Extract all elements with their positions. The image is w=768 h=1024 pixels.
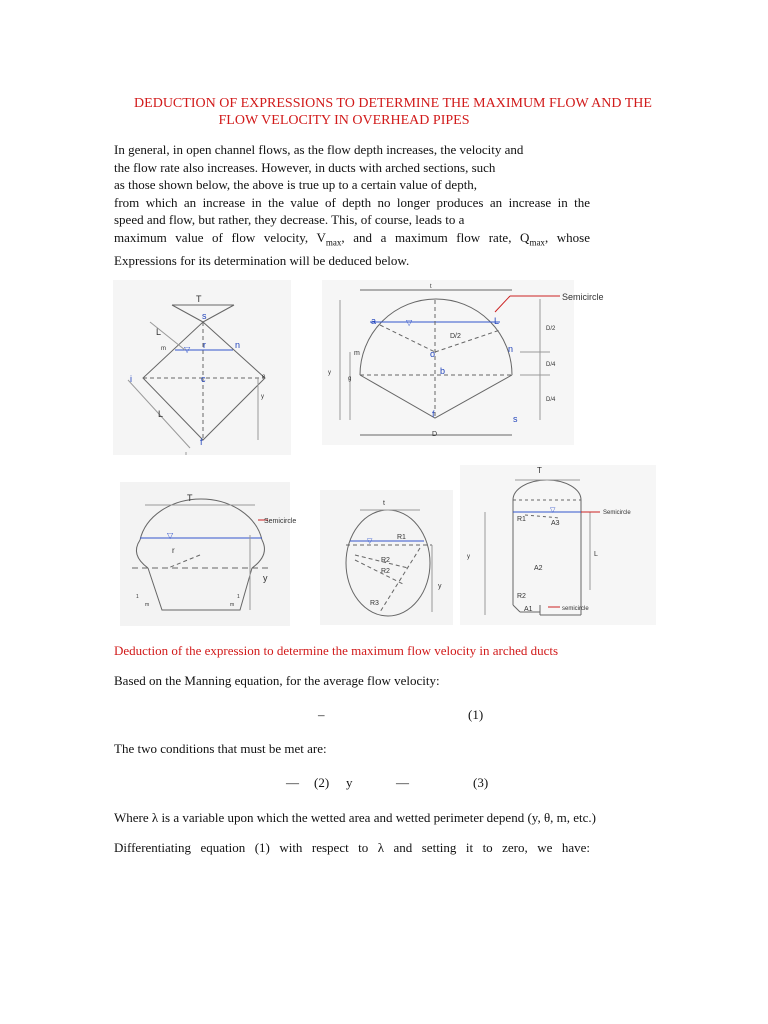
manning-intro: Based on the Manning equation, for the average flow velocity: xyxy=(114,673,440,688)
fig4-label-R1: R1 xyxy=(397,534,406,541)
fig3-label-m2: m xyxy=(230,602,235,608)
differentiation-text: Differentiating equation (1) with respect to λ and setting it to zero, we have: xyxy=(114,840,590,855)
differentiation-paragraph xyxy=(114,839,590,857)
fig2-label-s: s xyxy=(513,414,518,424)
fig5-label-semicircle: Semicircle xyxy=(603,510,631,516)
fig3-label-semicircle: Semicircle xyxy=(264,518,297,525)
fig3-label-m1: m xyxy=(145,602,150,608)
fig2-label-n: n xyxy=(508,344,514,354)
fig3-label-T: T xyxy=(187,493,193,503)
fig1-label-y: y xyxy=(261,394,264,400)
fig5-label-A3: A3 xyxy=(551,520,560,527)
fig2-label-L: L xyxy=(494,316,500,326)
equation-1-fraction: – xyxy=(318,707,325,722)
equation-3-number: (3) xyxy=(473,775,489,790)
fig4-water-icon: ▽ xyxy=(367,538,373,545)
fig1-label-L2: L xyxy=(158,409,164,419)
vmax-subscript: max xyxy=(325,237,342,248)
fig2-label-D2-2: D/2 xyxy=(546,326,556,332)
intro-line-4: from which an increase in the value of depth no longer produces an increase in the xyxy=(114,194,590,210)
fig1-label-c: c xyxy=(201,374,206,384)
fig3-label-y: y xyxy=(263,573,268,583)
fig4-label-R2a: R2 xyxy=(381,557,390,564)
fig1-label-e: e xyxy=(262,374,266,380)
qmax-subscript: max xyxy=(529,237,545,248)
intro-line-7: Expressions for its determination will be deduced below. xyxy=(114,252,410,268)
fig2-label-D4-1: D/4 xyxy=(546,362,556,368)
fig2-label-semicircle: Semicircle xyxy=(562,292,604,302)
fig3-water-icon: ▽ xyxy=(167,531,174,540)
fig1-label-i: i xyxy=(130,374,132,384)
fig1-label-f: f xyxy=(200,437,203,447)
fig2-label-f: f xyxy=(432,409,435,419)
fig2-label-o: o xyxy=(430,349,436,359)
intro-line-1: In general, in open channel flows, as the flow depth increases, the velocity and xyxy=(114,142,524,157)
fig4-label-t: t xyxy=(383,500,385,507)
fig5-label-T: T xyxy=(537,466,542,475)
fig2-label-D2-1: D/2 xyxy=(450,333,461,340)
title-line-2: FLOW VELOCITY IN OVERHEAD PIPES xyxy=(218,113,470,128)
fig5-label-L: L xyxy=(594,551,598,558)
fig5-label-A2: A2 xyxy=(534,565,543,572)
fig4-label-y: y xyxy=(438,583,442,590)
lambda-definition: Where λ is a variable upon which the wetted area and wetted perimeter depend (y, θ, m, etc.) xyxy=(114,810,597,825)
fig2-label-D: D xyxy=(432,431,438,438)
intro-line-5: speed and flow, but rather, they decrease. This, of course, leads to a xyxy=(114,212,465,227)
fig3-label-one2: 1 xyxy=(237,594,240,600)
conditions-text: The two conditions that must be met are: xyxy=(114,741,327,756)
fig1-label-m: m xyxy=(161,346,166,352)
title-line-1: DEDUCTION OF EXPRESSIONS TO DETERMINE THE MAXIMUM FLOW AND THE xyxy=(134,96,652,111)
fig3-label-one1: 1 xyxy=(136,594,139,600)
fig4-label-R2b: R2 xyxy=(381,568,390,575)
fig5-label-R2: R2 xyxy=(517,593,526,600)
fig5-label-y: y xyxy=(467,554,470,560)
fig2-label-y: y xyxy=(328,370,331,376)
fig1-label-r: r xyxy=(203,340,206,350)
fig1-label-s: s xyxy=(202,311,207,321)
fig2-label-g: g xyxy=(348,376,352,382)
fig1-label-T: T xyxy=(196,294,202,304)
equation-2-dash: — xyxy=(286,775,299,790)
equation-3-dash: — xyxy=(396,775,409,790)
fig1-label-L1: L xyxy=(156,327,162,337)
text-qmax-prefix: , and a maximum flow rate, Q xyxy=(341,229,530,245)
fig2-label-D4-2: D/4 xyxy=(546,397,556,403)
section-heading: Deduction of the expression to determine the maximum flow velocity in arched ducts xyxy=(114,643,559,658)
equation-2-number: (2) xyxy=(314,775,330,790)
fig2-label-m: m xyxy=(354,350,360,357)
fig5-label-semicircle2: semicircle xyxy=(562,606,589,612)
intro-line-3: as those shown below, the above is true up to a certain value of depth, xyxy=(114,177,478,192)
fig2-label-a: a xyxy=(371,316,377,326)
fig5-water-icon: ▽ xyxy=(550,507,556,514)
equation-1-number: (1) xyxy=(468,707,484,722)
fig4-label-R3: R3 xyxy=(370,600,379,607)
text-vmax-prefix: maximum value of flow velocity, V xyxy=(114,229,326,245)
fig1-water-icon: ▽ xyxy=(184,345,191,354)
intro-line-2: the flow rate also increases. However, in ducts with arched sections, such xyxy=(114,159,496,175)
equation-y: y xyxy=(346,775,353,790)
fig1-label-n: n xyxy=(235,340,241,350)
fig5-label-R1: R1 xyxy=(517,516,526,523)
text-whose: , whose xyxy=(544,229,590,245)
fig2-label-b: b xyxy=(440,366,446,376)
fig2-water-icon: ▽ xyxy=(406,318,413,327)
fig5-label-A1: A1 xyxy=(524,606,533,613)
fig3-label-r: r xyxy=(172,546,175,555)
fig2-label-top: t xyxy=(430,284,432,290)
